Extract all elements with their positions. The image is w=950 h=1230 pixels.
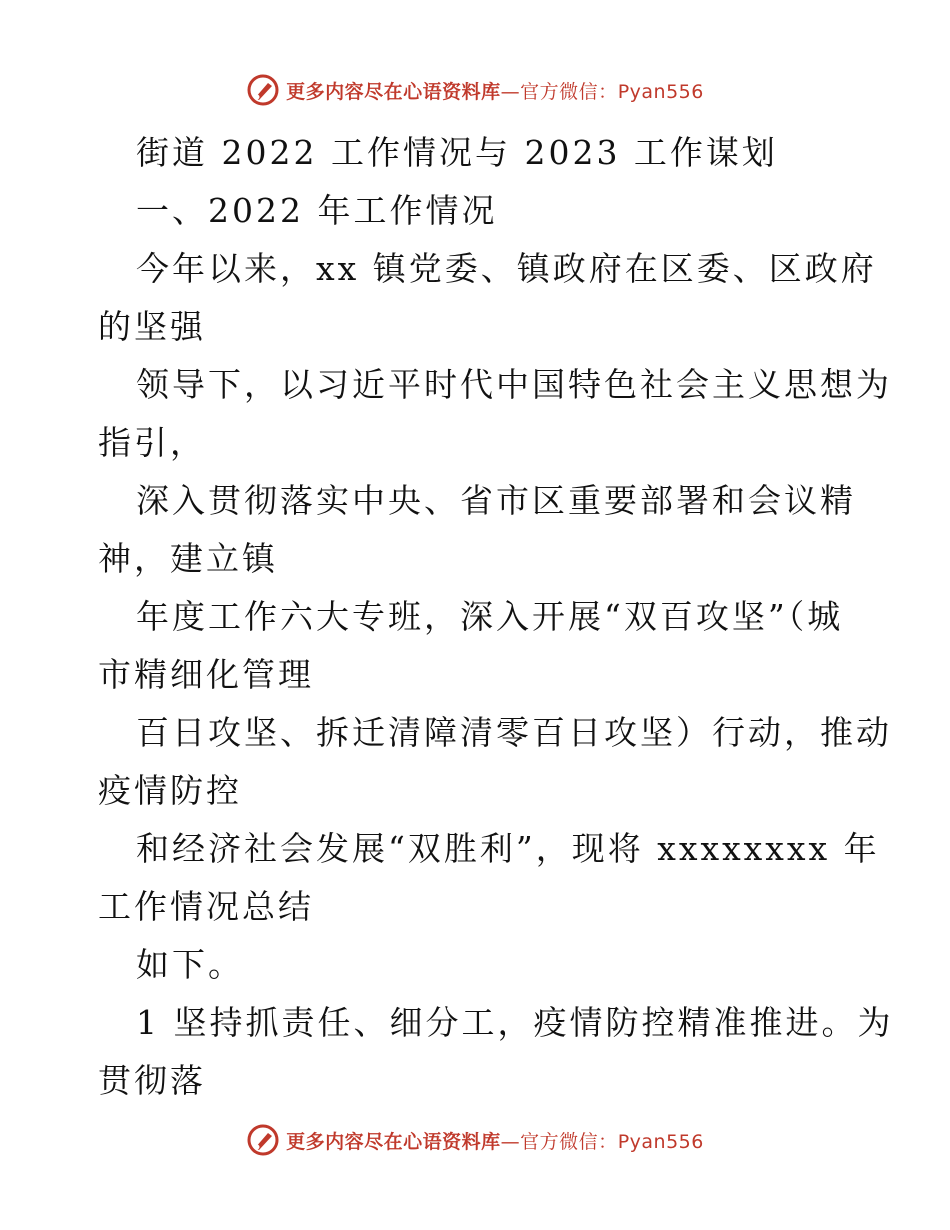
- paragraph-line: 1 坚持抓责任、细分工，疫情防控精准推进。为: [136, 1003, 894, 1042]
- section-heading: 一、2022 年工作情况: [136, 191, 498, 230]
- paragraph-line: 工作情况总结: [98, 887, 314, 926]
- pen-circle-logo-icon: [246, 73, 280, 107]
- paragraph-line: 疫情防控: [98, 771, 242, 810]
- paragraph-line: 和经济社会发展“双胜利”，现将 xxxxxxxx 年: [136, 829, 880, 868]
- watermark-text: 更多内容尽在心语资料库—官方微信：Pyan556: [286, 1130, 704, 1153]
- footer-watermark: [0, 1120, 950, 1160]
- paragraph-line: 领导下，以习近平时代中国特色社会主义思想为: [136, 365, 892, 404]
- paragraph-line: 市精细化管理: [98, 655, 314, 694]
- paragraph-line: 贯彻落: [98, 1061, 206, 1100]
- watermark-text: 更多内容尽在心语资料库—官方微信：Pyan556: [286, 80, 704, 103]
- paragraph-line: 指引，: [98, 423, 206, 462]
- document-body: [98, 124, 894, 1110]
- paragraph-line: 神，建立镇: [98, 539, 278, 578]
- document-title: 街道 2022 工作情况与 2023 工作谋划: [136, 133, 778, 172]
- paragraph-line: 的坚强: [98, 307, 206, 346]
- paragraph-line: 如下。: [136, 945, 244, 984]
- paragraph-line: 今年以来，xx 镇党委、镇政府在区委、区政府: [136, 249, 877, 288]
- header-watermark: [0, 70, 950, 110]
- paragraph-line: 年度工作六大专班，深入开展“双百攻坚”（城: [136, 597, 844, 636]
- pen-circle-logo-icon: [246, 1123, 280, 1157]
- paragraph-line: 百日攻坚、拆迁清障清零百日攻坚）行动，推动: [136, 713, 892, 752]
- paragraph-line: 深入贯彻落实中央、省市区重要部署和会议精: [136, 481, 856, 520]
